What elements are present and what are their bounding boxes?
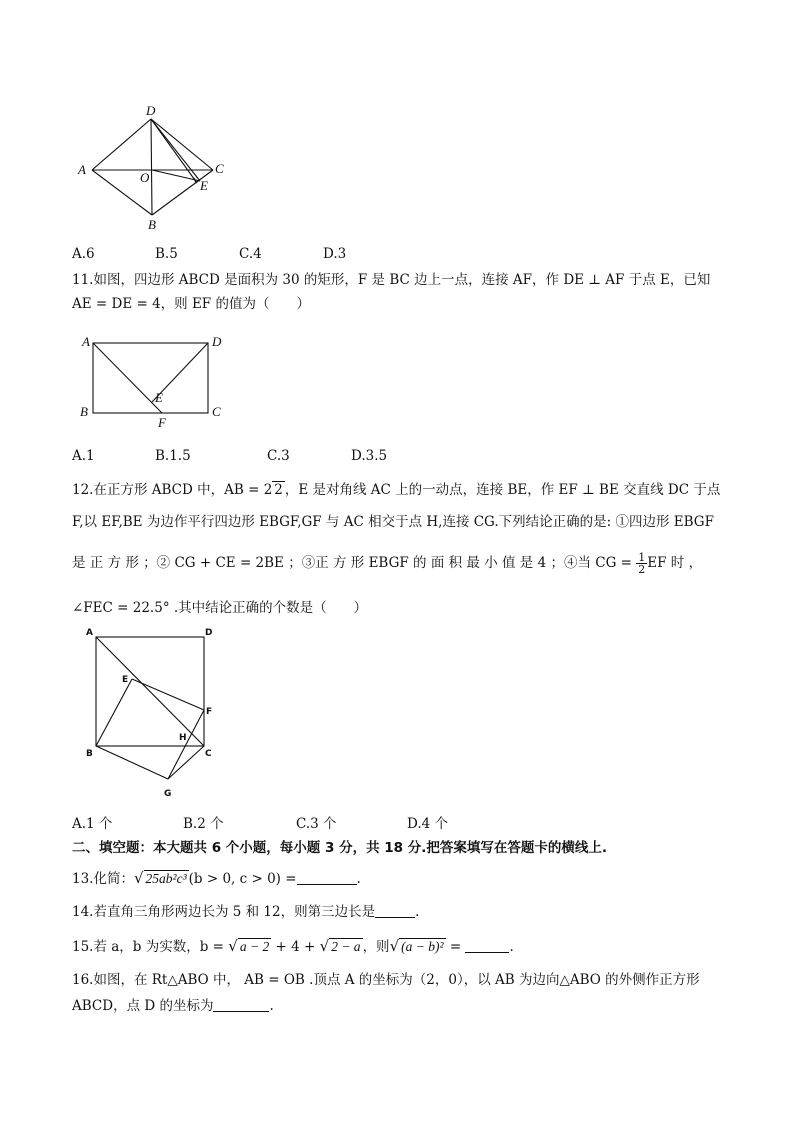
q14: 14.若直角三角形两边长为 5 和 12，则第三边长是 .	[72, 904, 420, 920]
label-B: B	[148, 217, 156, 232]
q12-line3: 是 正 方 形 ；② CG + CE = 2BE ；③正 方 形 EBGF 的 面 积 最 小 值 是 4 ；④当 CG = $\frac{1}{2}$ EF 时 ，	[72, 551, 703, 576]
option-c: C.4	[239, 246, 262, 262]
label-D: D	[146, 103, 156, 118]
q12-line4: ∠FEC = 22.5° .其中结论正确的个数是（ ）	[72, 600, 368, 616]
option-a: A.1	[72, 448, 95, 464]
q12-line2: F,以 EF,BE 为边作平行四边形 EBGF,GF 与 AC 相交于点 H,连接 CG.下列结论正确的是: ①四边形 EBGF	[72, 514, 714, 530]
q12-line1: 12.在正方形 ABCD 中，AB = 2 2 ，E 是对角线 AC 上的一动点，连接 BE，作 EF ⊥ BE 交直线 DC 于点	[72, 482, 721, 498]
answer-blank[interactable]	[465, 938, 509, 953]
label-B: B	[80, 404, 88, 419]
option-a: A.1 个	[72, 816, 113, 832]
answer-blank[interactable]	[375, 903, 415, 918]
label-A: A	[82, 334, 90, 349]
option-d: D.4 个	[407, 816, 449, 832]
option-c: C.3 个	[296, 816, 337, 832]
label-C: C	[215, 161, 224, 176]
sqrt-two: 2	[274, 482, 283, 498]
q16-line2: ABCD，点 D 的坐标为 .	[72, 998, 274, 1014]
answer-blank[interactable]	[297, 870, 357, 885]
label-B: B	[86, 749, 93, 759]
figure-rhombus	[72, 100, 242, 240]
option-b: B.1.5	[155, 448, 191, 464]
label-A: A	[78, 162, 86, 177]
label-C: C	[205, 749, 212, 759]
option-c: C.3	[267, 448, 290, 464]
label-C: C	[212, 404, 221, 419]
q13-radical: 25ab²c³	[145, 871, 187, 886]
fraction-half: $\frac{1}{2}$	[638, 551, 646, 576]
label-G: G	[164, 789, 172, 799]
option-d: D.3	[323, 246, 347, 262]
label-E: E	[155, 390, 163, 405]
label-F: F	[158, 415, 166, 430]
q15: 15.若 a，b 为实数，b = √ a − 2 + 4 + √ 2 − a ，则√ (a − b)² = .	[72, 937, 514, 955]
answer-blank[interactable]	[213, 997, 269, 1012]
label-O: O	[140, 170, 150, 185]
figure-rectangle	[72, 330, 242, 430]
label-E: E	[122, 675, 129, 685]
option-b: B.2 个	[183, 816, 224, 832]
figure-square	[72, 622, 232, 802]
q11-line2: AE = DE = 4，则 EF 的值为（ ）	[72, 296, 310, 312]
option-b: B.5	[155, 246, 178, 262]
label-E: E	[200, 178, 208, 193]
q13: 13.化简：√ 25ab²c³ (b > 0, c > 0) = .	[72, 869, 361, 887]
option-d: D.3.5	[351, 448, 388, 464]
label-F: F	[206, 707, 213, 717]
option-a: A.6	[72, 246, 95, 262]
label-A: A	[86, 628, 93, 638]
q16-line1: 16.如图，在 Rt△ABO 中， AB = OB .顶点 A 的坐标为（2，0），以 AB 为边向△ABO 的外侧作正方形	[72, 972, 700, 988]
label-H: H	[179, 733, 187, 743]
label-D: D	[205, 628, 213, 638]
label-D: D	[212, 334, 222, 349]
q11-line1: 11.如图，四边形 ABCD 是面积为 30 的矩形，F 是 BC 边上一点，连接 AF，作 DE ⊥ AF 于点 E，已知	[72, 272, 711, 288]
section-heading: 二、填空题：本大题共 6 个小题，每小题 3 分，共 18 分.把答案填写在答题卡的横线上.	[72, 840, 608, 856]
